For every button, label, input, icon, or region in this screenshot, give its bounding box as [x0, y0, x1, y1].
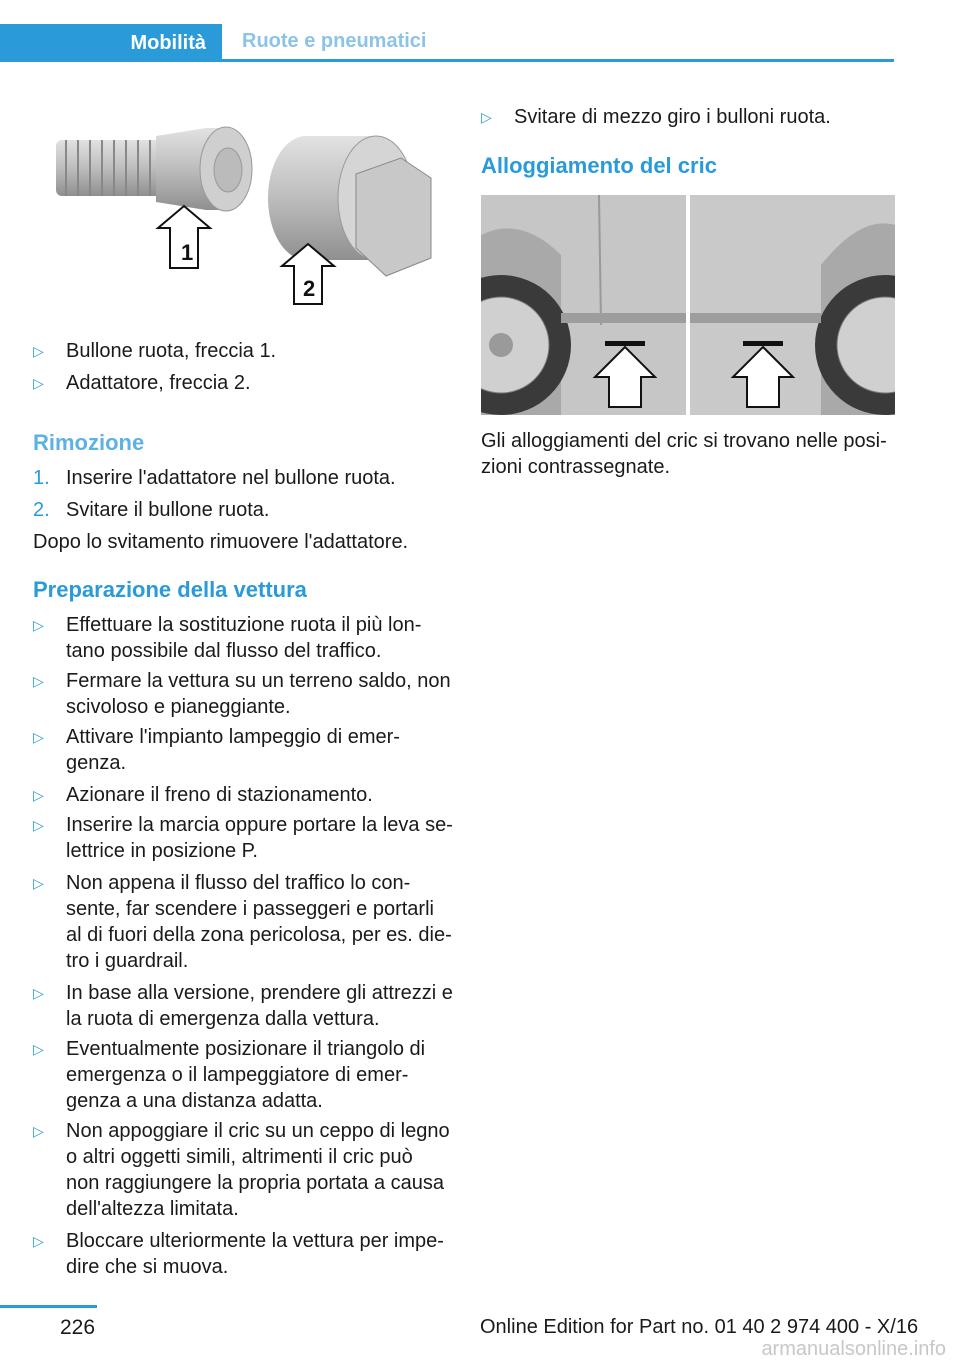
left-panel — [481, 195, 686, 415]
triangle-bullet-icon: ▷ — [33, 617, 44, 633]
watermark: armanualsonline.info — [761, 1338, 946, 1360]
jack-caption: Gli alloggiamenti del cric si trovano nelle posi- zioni contrassegnate. — [481, 430, 887, 478]
heading-removal: Rimozione — [33, 430, 145, 455]
adapter-shape — [268, 136, 431, 276]
right-panel — [690, 195, 895, 415]
list-item: ▷ Bullone ruota, freccia 1. — [33, 340, 277, 362]
heading-jack-points: Alloggiamento del cric — [481, 153, 717, 178]
page-number: 226 — [60, 1316, 96, 1339]
jack-points-figure — [481, 195, 895, 415]
list-item: ▷ In base alla versione, prendere gli attrezzi e la ruota di emergenza dalla vettura. — [33, 982, 453, 1030]
triangle-bullet-icon: ▷ — [33, 673, 44, 689]
arrow-label-2: 2 — [303, 276, 316, 301]
triangle-bullet-icon: ▷ — [33, 375, 44, 391]
list-item: ▷ Adattatore, freccia 2. — [33, 372, 251, 394]
arrow-label-1: 1 — [181, 240, 194, 265]
triangle-bullet-icon: ▷ — [33, 1041, 44, 1057]
list-item: ▷ Azionare il freno di stazionamento. — [33, 784, 373, 806]
triangle-bullet-icon: ▷ — [33, 875, 44, 891]
step-item: 2. Svitare il bullone ruota. — [33, 499, 270, 521]
triangle-bullet-icon: ▷ — [33, 1233, 44, 1249]
triangle-bullet-icon: ▷ — [33, 343, 44, 359]
triangle-bullet-icon: ▷ — [33, 787, 44, 803]
edition-note: Online Edition for Part no. 01 40 2 974 400 - X/16 — [480, 1316, 919, 1338]
wheel-bolt-figure — [56, 118, 436, 308]
heading-vehicle-prep: Preparazione della vettura — [33, 577, 307, 602]
chapter-tab: Ruote e pneumatici — [222, 24, 894, 62]
triangle-bullet-icon: ▷ — [481, 109, 492, 125]
list-item: ▷ Non appena il flusso del traffico lo con- sente, far scendere i passeggeri e portarli al di fuori della zona pericolosa, per es. die- tro i guardrail. — [33, 872, 452, 972]
list-item: ▷ Non appoggiare il cric su un ceppo di legno o altri oggetti simili, altrimenti il cric può non raggiungere la propria portata a causa dell'altezza limitata. — [33, 1120, 450, 1220]
page-header — [0, 0, 960, 64]
list-item: ▷ Bloccare ulteriormente la vettura per impe- dire che si muova. — [33, 1230, 444, 1278]
list-item: ▷ Effettuare la sostituzione ruota il più lon- tano possibile dal flusso del traffico. — [33, 614, 422, 662]
list-item: ▷ Fermare la vettura su un terreno saldo, non scivoloso e pianeggiante. — [33, 670, 451, 718]
triangle-bullet-icon: ▷ — [33, 729, 44, 745]
step-item: 1. Inserire l'adattatore nel bullone ruota. — [33, 467, 396, 489]
triangle-bullet-icon: ▷ — [33, 985, 44, 1001]
removal-note: Dopo lo svitamento rimuovere l'adattatore. — [33, 531, 409, 553]
list-item: ▷ Svitare di mezzo giro i bulloni ruota. — [481, 106, 831, 128]
list-item: ▷ Inserire la marcia oppure portare la leva se- lettrice in posizione P. — [33, 814, 453, 862]
triangle-bullet-icon: ▷ — [33, 1123, 44, 1139]
list-item: ▷ Eventualmente posizionare il triangolo di emergenza o il lampeggiatore di emer- genza a una distanza adatta. — [33, 1038, 426, 1112]
list-item: ▷ Attivare l'impianto lampeggio di emer- genza. — [33, 726, 400, 774]
bolt-shape — [56, 127, 252, 211]
footer-rule — [0, 1305, 97, 1308]
triangle-bullet-icon: ▷ — [33, 817, 44, 833]
section-tab: Mobilità — [0, 24, 222, 62]
arrow-1-icon — [158, 206, 210, 268]
